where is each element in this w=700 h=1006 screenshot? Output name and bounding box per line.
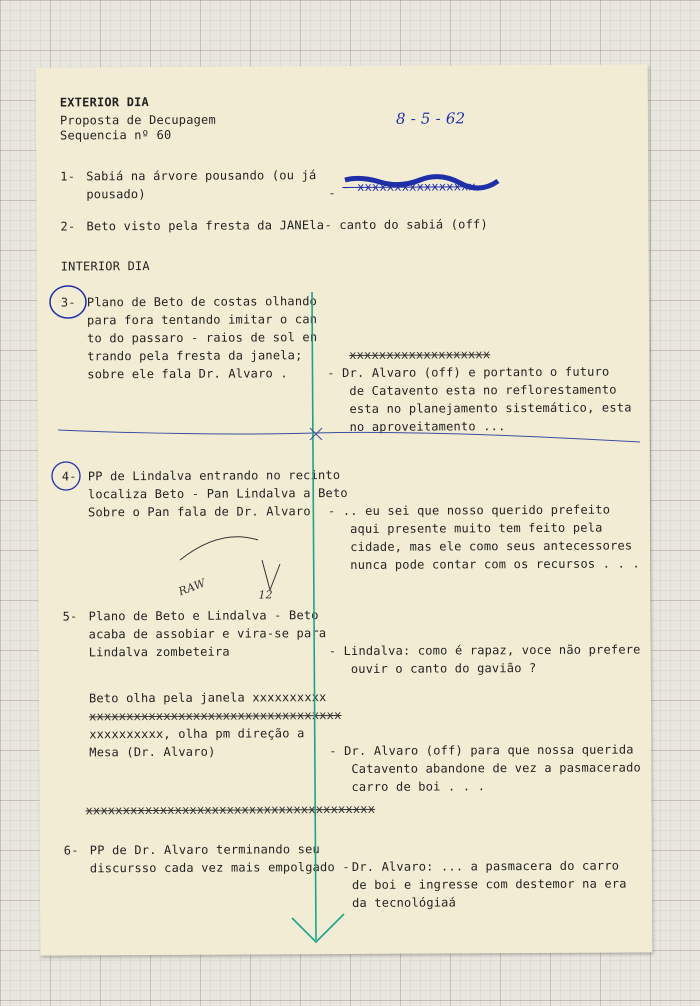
item-2-audio-1: - canto do sabiá (off) [324, 217, 488, 233]
item-5-audio-2: ouvir o canto do gavião ? [350, 660, 537, 676]
item-3-line-3: to do passaro - raios de sol en [87, 330, 318, 346]
sequence-number: Sequencia nº 60 [59, 127, 172, 143]
item-4-audio-1: - .. eu sei que nosso querido prefeito [327, 502, 611, 519]
item-2-line-1: Beto visto pela fresta da JANEla [86, 218, 325, 234]
item-1-number: 1- [60, 169, 76, 184]
item-5b-line-2: xxxxxxxxxxxxxxxxxxxxxxxxxxxxxxxxxx [89, 708, 342, 724]
item-5-line-2: acaba de assobiar e vira-se para [88, 626, 327, 642]
item-3-audio-2: de Catavento esta no reflorestamento [349, 382, 617, 398]
item-3-line-1: Plano de Beto de costas olhando [86, 294, 318, 310]
item-5b-audio-3: carro de boi . . . [351, 779, 486, 794]
item-3-line-4: trando pela fresta da janela; [87, 348, 303, 364]
item-5-audio-1: - Lindalva: como é rapaz, voce não prefere [328, 642, 641, 659]
margin-note-2: 12 [258, 588, 273, 602]
item-5b-line-1: Beto olha pela janela xxxxxxxxxx [88, 690, 327, 706]
item-4-line-2: localiza Beto - Pan Lindalva a Beto [87, 485, 348, 502]
item-2-number: 2- [60, 219, 76, 234]
item-6-audio-2: de boi e ingresse com destemor na era [351, 876, 627, 892]
item-6-line-1: PP de Dr. Alvaro terminando seu [89, 842, 320, 858]
item-4-audio-2: aqui presente muito tem feito pela [350, 520, 603, 536]
section-heading-interior: INTERIOR DIA [60, 259, 150, 274]
item-6-audio-1: Dr. Alvaro: ... a pasmacera do carro [351, 858, 620, 874]
item-3-audio-struck: xxxxxxxxxxxxxxxxxxx [349, 347, 491, 362]
item-3-audio-3: esta no planejamento sistemático, esta [349, 400, 632, 416]
item-5b-audio-2: Catavento abandone de vez a pasmacerado [351, 760, 641, 776]
typewritten-page [36, 64, 653, 955]
item-5b-audio-1: - Dr. Alvaro (off) para que nossa querida [329, 742, 634, 759]
item-5-line-1: Plano de Beto e Lindalva - Beto [88, 608, 319, 624]
item-1-audio-dash: - [328, 186, 336, 201]
item-1-audio-struck: - xxxxxxxxxxxxxxxx [342, 179, 476, 195]
item-1-line-1: Sabiá na árvore pousando (ou já [86, 168, 317, 184]
page-subtitle: Proposta de Decupagem [59, 112, 216, 128]
handwritten-date: 8 - 5 - 62 [395, 109, 466, 128]
item-5b-line-3: xxxxxxxxxx, olha pm direção a [89, 726, 305, 742]
item-3-number: 3- [60, 295, 76, 310]
margin-note: RAW [176, 576, 208, 599]
item-1-line-2: pousado) [86, 187, 146, 202]
item-4-audio-3: cidade, mas ele como seus antecessores [350, 538, 633, 554]
item-5-number: 5- [62, 609, 78, 624]
item-4-line-3: Sobre o Pan fala de Dr. Alvaro [87, 504, 311, 520]
item-4-number: 4- [61, 469, 77, 484]
item-4-audio-4: nunca pode contar com os recursos . . . [350, 556, 640, 572]
item-6-number: 6- [63, 843, 79, 858]
item-3-audio-1: - Dr. Alvaro (off) e portanto o futuro [327, 364, 610, 381]
item-6-audio-3: da tecnológiaá [352, 895, 457, 910]
item-5b-line-4: Mesa (Dr. Alvaro) [89, 744, 216, 760]
struck-line: xxxxxxxxxxxxxxxxxxxxxxxxxxxxxxxxxxxxxxx [85, 801, 376, 818]
page-title: EXTERIOR DIA [59, 95, 150, 110]
item-6-line-2: discursso cada vez mais empolgado - [89, 859, 350, 876]
item-5-line-3: Lindalva zombeteira [88, 644, 230, 660]
item-4-line-1: PP de Lindalva entrando no recinto [87, 468, 341, 484]
item-3-audio-4: no aproveitamento ... [349, 419, 506, 434]
item-3-line-5: sobre ele fala Dr. Alvaro . [87, 366, 288, 382]
item-3-line-2: para fora tentando imitar o can [86, 312, 318, 328]
